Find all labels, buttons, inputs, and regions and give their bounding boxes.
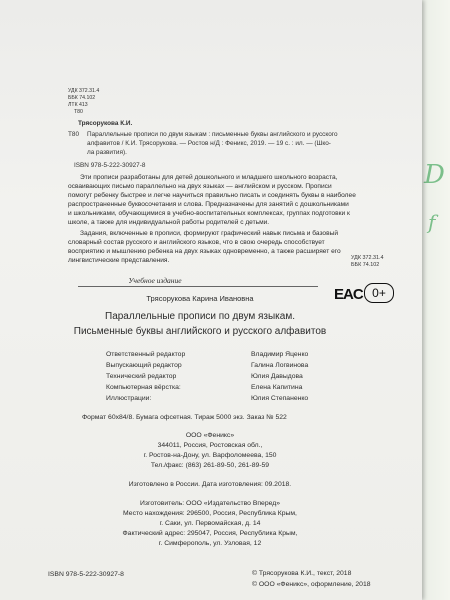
publisher-line: ООО «Феникс» (185, 432, 235, 439)
abstract-line: помогут ребенку быстрее и легче научиться правильно писать и соединять буквы в наиболее (68, 192, 356, 199)
maker-line: Фактический адрес: 295047, Россия, Республика Крым, (122, 530, 298, 537)
adjacent-page-letter: D (424, 160, 445, 190)
copyright-design: © ООО «Феникс», оформление, 2018 (252, 581, 371, 588)
credit-role: Выпускающий редактор (106, 362, 182, 369)
publisher-line: г. Ростов-на-Дону, ул. Варфоломеева, 150 (143, 452, 277, 459)
credit-role: Ответственный редактор (106, 351, 186, 358)
eac-mark: EAC (334, 286, 363, 303)
adjacent-page-letter: f (428, 210, 436, 234)
edition-label: Учебное издание (128, 276, 182, 285)
maker-line: Изготовитель: ООО «Издательство Вперед» (139, 500, 280, 507)
bbk-code: ББК 74.102 (68, 95, 96, 101)
divider-line (78, 286, 318, 287)
credit-role: Компьютерная вёрстка: (106, 384, 181, 391)
book-title-line-2: Письменные буквы английского и русского алфавитов (73, 326, 327, 337)
catalog-prefix: Т80 (68, 131, 80, 138)
publisher-line: 344011, Россия, Ростовская обл., (157, 442, 263, 449)
maker-line: г. Саки, ул. Первомайская, д. 14 (159, 520, 261, 527)
credit-name: Елена Капитина (251, 384, 303, 391)
bbk-code-right: ББК 74.102 (351, 262, 380, 268)
publisher-line: Тел./факс: (863) 261-89-50, 261-89-59 (150, 462, 270, 469)
maker-line: г. Симферополь, ул. Узловая, 12 (158, 540, 262, 547)
credit-role: Технический редактор (106, 373, 177, 380)
catalog-text: алфавитов / К.И. Трясорукова. — Ростов н/Д : Феникс, 2019. — 19 с. : ил. — (Шко- (87, 140, 331, 147)
credit-name: Галина Логвинова (251, 362, 309, 369)
abstract-line: и школьниками, обучающимися в учебно-воспитательных комплексах, группах подготовки к (68, 210, 350, 217)
abstract-line: восприятию и мышлению ребенка на двух языках одновременно, а также расширяет его (68, 248, 341, 255)
abstract-line: школе, а также для индивидуальной работы родителей с детьми. (68, 219, 270, 226)
credit-name: Юлия Степаненко (251, 395, 309, 402)
copyright-text: © Трясорукова К.И., текст, 2018 (252, 570, 352, 577)
format-line: Формат 60x84/8. Бумага офсетная. Тираж 5000 экз. Заказ № 522 (82, 414, 287, 421)
author-full: Трясорукова Карина Ивановна (146, 294, 254, 303)
isbn-top: ISBN 978-5-222-30927-8 (74, 162, 146, 169)
udk-code-right: УДК 372.31.4 (351, 255, 384, 261)
credit-name: Юлия Давыдова (251, 373, 303, 380)
abstract-line: словарный состав русского и английского языков, что в свою очередь способствует (68, 239, 325, 246)
catalog-text: Параллельные прописи по двум языкам : письменные буквы английского и русского (87, 131, 338, 138)
abstract-line: лингвистические представления. (68, 257, 170, 264)
maker-line: Место нахождения: 296500, Россия, Республика Крым, (123, 510, 297, 517)
credit-name: Владимир Яценко (251, 351, 309, 358)
credit-role: Иллюстрации: (106, 395, 152, 402)
made-in-line: Изготовлено в России. Дата изготовления: 09.2018. (128, 481, 292, 488)
isbn-bottom: ISBN 978-5-222-30927-8 (48, 571, 124, 578)
udk-code: УДК 372.31.4 (68, 88, 100, 94)
catalog-text: ла развития). (87, 149, 127, 156)
book-title-line-1: Параллельные прописи по двум языкам. (105, 311, 295, 322)
ltk-code: ЛТК 413 (68, 102, 88, 108)
abstract-line: Эти прописи разработаны для детей дошкольного и младшего школьного возраста, (80, 174, 338, 181)
abstract-line: осваивающих письмо параллельно на двух языках — английском и русском. Прописи (68, 183, 332, 190)
age-rating-badge: 0+ (364, 283, 394, 303)
catalog-author: Трясорукова К.И. (78, 120, 133, 127)
abstract-line: распространенные буквосочетания и слова. Предназначены для занятий с дошкольниками (68, 201, 349, 208)
author-mark: Т80 (74, 109, 83, 115)
abstract-line: Задания, включенные в прописи, формируют графический навык письма и базовый (80, 230, 339, 237)
